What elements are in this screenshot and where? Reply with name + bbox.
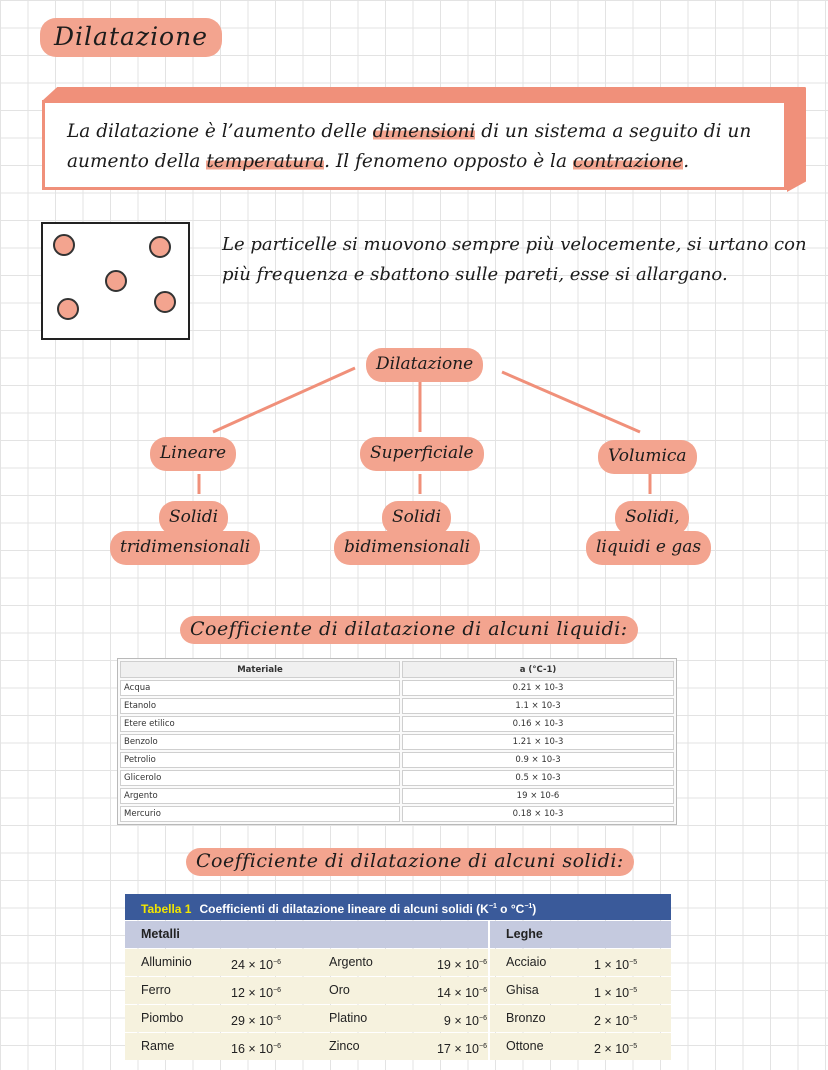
header-leghe: Leghe bbox=[490, 921, 671, 948]
coefficient-base: 29 × 10 bbox=[231, 1014, 274, 1029]
metal-name: Zinco bbox=[329, 1039, 360, 1053]
caption-label: Tabella 1 bbox=[141, 902, 192, 916]
coefficient-exponent: −6 bbox=[479, 959, 487, 966]
coefficient-base: 17 × 10 bbox=[436, 1042, 480, 1057]
material-cell: Petrolio bbox=[120, 752, 400, 768]
material-cell: Mercurio bbox=[120, 806, 400, 822]
metal-coefficient bbox=[231, 1033, 329, 1060]
coefficient-base: 1 × 10 bbox=[594, 986, 630, 1001]
caption-mid: o °C bbox=[496, 902, 525, 916]
coefficient-base: 14 × 10 bbox=[436, 986, 480, 1001]
alloy-name: Bronzo bbox=[506, 1011, 546, 1025]
liquids-table bbox=[117, 658, 677, 825]
tree-leaf-lineare-line1: Solidi bbox=[159, 501, 228, 535]
alloy-coefficient bbox=[594, 977, 654, 1004]
highlight-dimensioni: dimensioni bbox=[372, 121, 476, 142]
metal-name: Rame bbox=[141, 1039, 175, 1053]
table-row bbox=[120, 770, 674, 786]
table-row bbox=[120, 752, 674, 768]
metal-coefficient bbox=[417, 977, 487, 1004]
highlight-temperatura: temperatura bbox=[206, 151, 325, 172]
coefficient-cell: 0.18 × 10-3 bbox=[402, 806, 674, 822]
coefficient-exponent: −6 bbox=[273, 987, 282, 994]
metal-name: Alluminio bbox=[141, 955, 192, 969]
material-cell: Etere etilico bbox=[120, 716, 400, 732]
solids-table-caption bbox=[125, 894, 671, 920]
coefficient-base: 24 × 10 bbox=[231, 958, 274, 973]
solids-table-header bbox=[125, 921, 671, 948]
table-row bbox=[125, 977, 671, 1004]
tree-leaf-volumica-line2: liquidi e gas bbox=[586, 531, 711, 565]
metal-name: Platino bbox=[329, 1011, 368, 1025]
tree-leaf-volumica-line1: Solidi, bbox=[615, 501, 689, 535]
coefficient-exponent: −5 bbox=[629, 959, 638, 966]
table-row bbox=[125, 1033, 671, 1060]
caption-exponent: −1 bbox=[524, 903, 533, 910]
material-cell: Benzolo bbox=[120, 734, 400, 750]
coefficient-exponent: −6 bbox=[479, 1043, 487, 1050]
material-cell: Acqua bbox=[120, 680, 400, 696]
table-row bbox=[120, 806, 674, 822]
material-cell: Etanolo bbox=[120, 698, 400, 714]
header-metalli: Metalli bbox=[125, 921, 488, 948]
tree-node-volumica: Volumica bbox=[598, 440, 697, 474]
coefficient-base: 9 × 10 bbox=[443, 1014, 480, 1029]
table-row bbox=[120, 698, 674, 714]
coefficient-base: 2 × 10 bbox=[594, 1014, 630, 1029]
definition-part-1: La dilatazione è l’aumento delle bbox=[67, 121, 373, 142]
coefficient-base: 12 × 10 bbox=[231, 986, 274, 1001]
caption-text: Coefficienti di dilatazione lineare di alcuni solidi (K bbox=[199, 902, 489, 916]
metal-coefficient bbox=[417, 1005, 487, 1032]
coefficient-cell: 0.16 × 10-3 bbox=[402, 716, 674, 732]
solids-table bbox=[125, 894, 671, 1060]
metal-coefficient bbox=[231, 977, 329, 1004]
table-row bbox=[120, 734, 674, 750]
alloy-coefficient bbox=[594, 1033, 654, 1060]
tree-leaf-lineare-line2: tridimensionali bbox=[110, 531, 260, 565]
liquids-header-coefficient: a (°C-1) bbox=[402, 661, 674, 678]
coefficient-cell: 19 × 10-6 bbox=[402, 788, 674, 804]
tree-root-node: Dilatazione bbox=[366, 348, 483, 382]
coefficient-cell: 0.5 × 10-3 bbox=[402, 770, 674, 786]
tree-node-lineare: Lineare bbox=[150, 437, 236, 471]
highlight-contrazione: contrazione bbox=[572, 151, 684, 172]
page-title: Dilatazione bbox=[40, 18, 222, 57]
liquids-section-title: Coefficiente di dilatazione di alcuni liquidi: bbox=[180, 616, 638, 644]
metal-name: Ferro bbox=[141, 983, 171, 997]
metal-name: Oro bbox=[329, 983, 350, 997]
coefficient-exponent: −5 bbox=[629, 987, 638, 994]
coefficient-exponent: −5 bbox=[629, 1043, 638, 1050]
coefficient-exponent: −5 bbox=[629, 1015, 638, 1022]
metal-name: Piombo bbox=[141, 1011, 184, 1025]
connector-line bbox=[502, 372, 640, 432]
solids-section-title: Coefficiente di dilatazione di alcuni solidi: bbox=[186, 848, 634, 876]
table-row bbox=[125, 949, 671, 976]
metal-name: Argento bbox=[329, 955, 373, 969]
coefficient-base: 19 × 10 bbox=[436, 958, 480, 973]
caption-end: ) bbox=[532, 902, 537, 916]
caption-exponent: −1 bbox=[488, 903, 497, 910]
definition-part-3: . Il fenomeno opposto è la bbox=[324, 151, 573, 172]
coefficient-exponent: −6 bbox=[273, 1043, 282, 1050]
table-row bbox=[125, 1005, 671, 1032]
connector-line bbox=[213, 368, 355, 432]
material-cell: Argento bbox=[120, 788, 400, 804]
alloy-name: Acciaio bbox=[506, 955, 547, 969]
metal-coefficient bbox=[417, 1033, 487, 1060]
coefficient-cell: 1.21 × 10-3 bbox=[402, 734, 674, 750]
metal-coefficient bbox=[231, 1005, 329, 1032]
metal-coefficient bbox=[417, 949, 487, 976]
coefficient-base: 2 × 10 bbox=[594, 1042, 630, 1057]
table-row bbox=[120, 716, 674, 732]
coefficient-cell: 0.9 × 10-3 bbox=[402, 752, 674, 768]
particles-description: Le particelle si muovono sempre più velocemente, si urtano con più frequenza e sbattono sulle pareti, esse si allargano. bbox=[222, 234, 807, 285]
metal-coefficient bbox=[231, 949, 329, 976]
alloy-coefficient bbox=[594, 949, 654, 976]
alloy-name: Ghisa bbox=[506, 983, 539, 997]
tree-node-superficiale: Superficiale bbox=[360, 437, 484, 471]
coefficient-base: 16 × 10 bbox=[231, 1042, 274, 1057]
alloy-name: Ottone bbox=[506, 1039, 544, 1053]
alloy-coefficient bbox=[594, 1005, 654, 1032]
coefficient-base: 1 × 10 bbox=[594, 958, 630, 973]
coefficient-cell: 1.1 × 10-3 bbox=[402, 698, 674, 714]
table-row bbox=[120, 788, 674, 804]
table-row bbox=[120, 680, 674, 696]
coefficient-cell: 0.21 × 10-3 bbox=[402, 680, 674, 696]
coefficient-exponent: −6 bbox=[479, 987, 487, 994]
tree-leaf-superficiale-line2: bidimensionali bbox=[334, 531, 480, 565]
liquids-header-material: Materiale bbox=[120, 661, 400, 678]
tree-leaf-superficiale-line1: Solidi bbox=[382, 501, 451, 535]
coefficient-exponent: −6 bbox=[479, 1015, 487, 1022]
material-cell: Glicerolo bbox=[120, 770, 400, 786]
coefficient-exponent: −6 bbox=[273, 959, 282, 966]
definition-part-4: . bbox=[683, 151, 690, 172]
coefficient-exponent: −6 bbox=[273, 1015, 282, 1022]
definition-part-2: di un sistema a seguito di un aumento della bbox=[67, 121, 752, 172]
